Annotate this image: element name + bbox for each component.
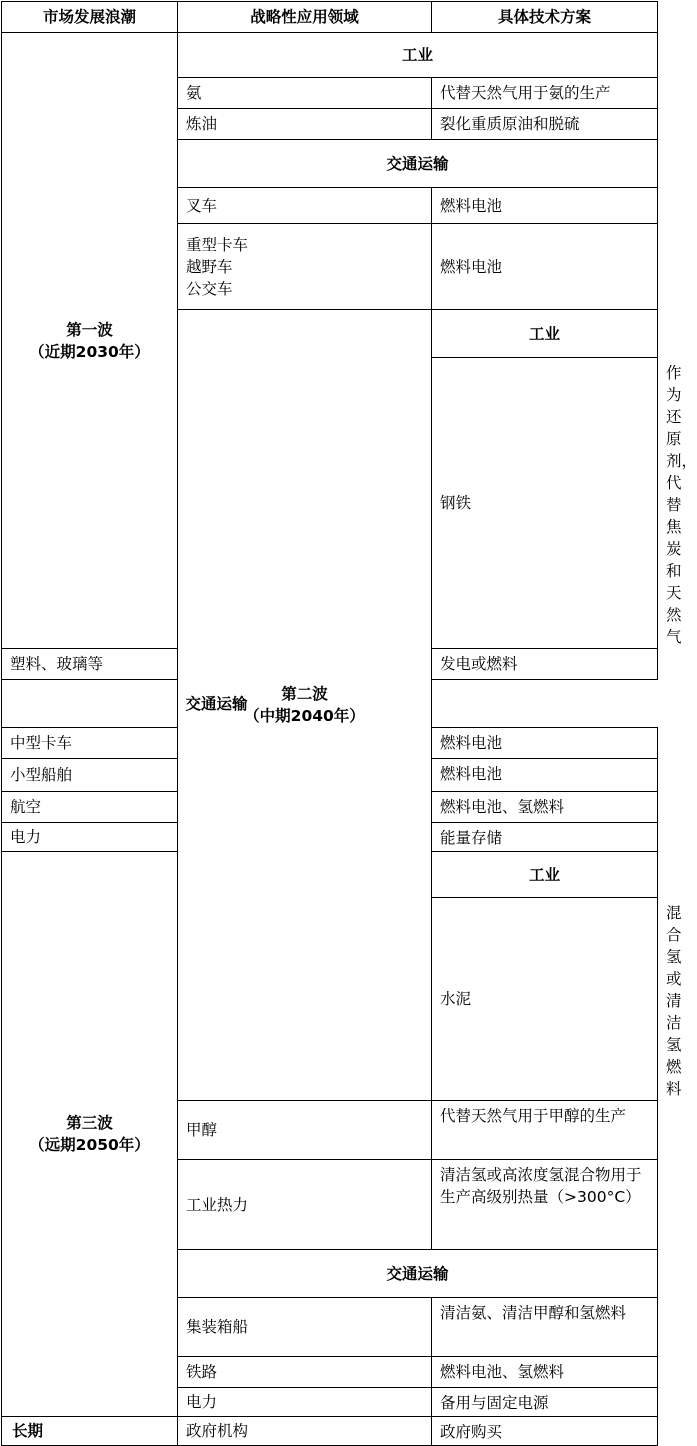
field-cell: 集装箱船 <box>178 1298 432 1357</box>
tech-cell: 燃料电池、氢燃料 <box>432 1357 658 1388</box>
field-cell: 钢铁 <box>432 358 658 649</box>
section-label: 工业 <box>178 33 658 78</box>
table-row: 水泥 混合氢或清洁氢燃料 <box>2 898 658 1101</box>
tech-cell: 备用与固定电源 <box>432 1388 658 1417</box>
field-cell: 重型卡车 越野车 公交车 <box>178 224 432 310</box>
field-cell: 水泥 <box>432 898 658 1101</box>
field-cell: 小型船舶 <box>2 759 178 792</box>
field-cell: 塑料、玻璃等 <box>2 649 178 680</box>
section-row <box>2 33 658 78</box>
field-cell: 铁路 <box>178 1357 432 1388</box>
wave-label: 第二波 （中期2040年） <box>178 310 432 1101</box>
tech-cell: 燃料电池 <box>432 224 658 310</box>
table-row: 钢铁 作为还原剂，代替焦炭和天然气 <box>2 358 658 649</box>
tech-cell: 燃料电池 <box>432 759 658 792</box>
field-cell: 氨 <box>178 78 432 109</box>
field-cell: 炼油 <box>178 109 432 140</box>
tech-cell: 燃料电池 <box>432 728 658 759</box>
header-tech: 具体技术方案 <box>432 2 658 33</box>
section-label: 交通运输 <box>178 1250 658 1298</box>
tech-cell: 代替天然气用于氨的生产 <box>432 78 658 109</box>
section-label: 交通运输 <box>2 680 432 728</box>
section-label: 工业 <box>432 310 658 358</box>
header-wave: 市场发展浪潮 <box>2 2 178 33</box>
tech-cell: 清洁氢或高浓度氢混合物用于生产高级别热量（>300°C） <box>432 1160 658 1250</box>
field-cell: 政府机构 <box>178 1417 432 1446</box>
tech-cell: 政府购买 <box>432 1417 658 1446</box>
tech-cell: 裂化重质原油和脱硫 <box>432 109 658 140</box>
hydrogen-market-table <box>1 1 697 1446</box>
section-label: 交通运输 <box>178 140 658 188</box>
long-term-row <box>2 1417 658 1446</box>
field-cell: 电力 <box>2 823 178 852</box>
wave-label: 第三波 （远期2050年） <box>2 852 178 1417</box>
header-row <box>2 2 658 33</box>
wave-label: 长期 <box>2 1417 178 1446</box>
tech-cell: 清洁氨、清洁甲醇和氢燃料 <box>432 1298 658 1357</box>
field-cell: 航空 <box>2 792 178 823</box>
field-cell: 叉车 <box>178 188 432 224</box>
field-cell: 工业热力 <box>178 1160 432 1250</box>
tech-cell: 燃料电池、氢燃料 <box>432 792 658 823</box>
header-field: 战略性应用领域 <box>178 2 432 33</box>
field-cell: 甲醇 <box>178 1101 432 1160</box>
tech-cell: 燃料电池 <box>432 188 658 224</box>
tech-cell: 发电或燃料 <box>432 649 658 680</box>
tech-cell: 代替天然气用于甲醇的生产 <box>432 1101 658 1160</box>
field-cell: 中型卡车 <box>2 728 178 759</box>
wave-label: 第一波 （近期2030年） <box>2 33 178 649</box>
tech-cell: 能量存储 <box>432 823 658 852</box>
field-cell: 电力 <box>178 1388 432 1417</box>
section-label: 工业 <box>432 852 658 898</box>
